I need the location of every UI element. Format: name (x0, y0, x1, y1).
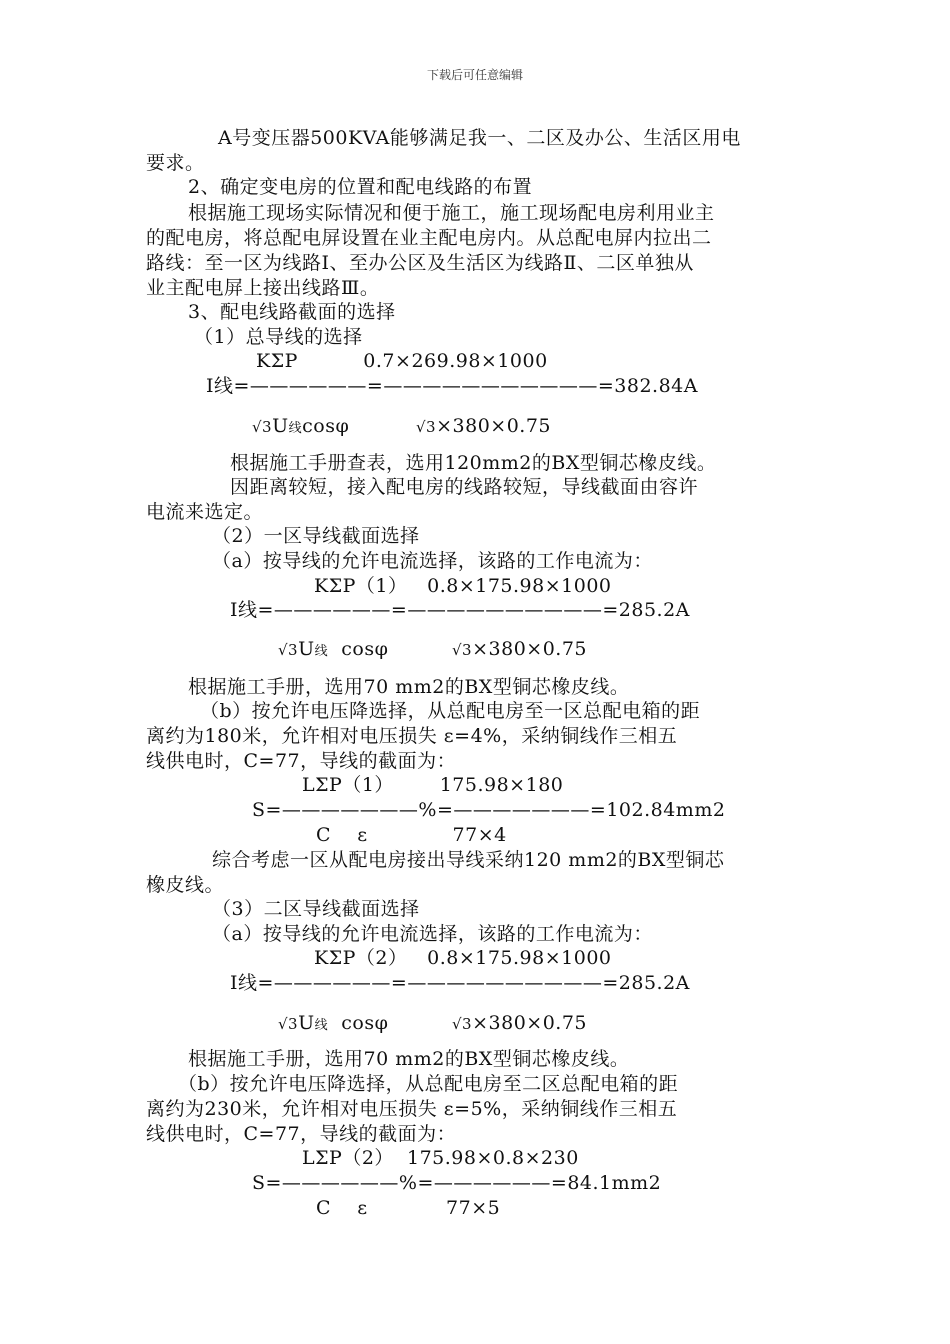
text-line: 根据施工手册，选用70 mm2的BX型铜芯橡皮线。 (188, 676, 630, 698)
formula-denominator: √3×380×0.75 (416, 415, 552, 437)
text-line: 根据施工手册查表，选用120mm2的BX型铜芯橡皮线。 (230, 452, 717, 474)
text-line: A号变压器500KVA能够满足我一、二区及办公、生活区用电 (218, 127, 741, 149)
subsection-heading: （2）一区导线截面选择 (212, 525, 420, 547)
text-line: 离约为180米，允许相对电压损失 ε=4%，采纳铜线作三相五 (146, 725, 678, 747)
text-line: 要求。 (146, 152, 205, 174)
section-heading: 2、确定变电房的位置和配电线路的布置 (188, 176, 533, 198)
text-line: （a）按导线的允许电流选择，该路的工作电流为： (212, 923, 653, 945)
text-line: 业主配电屏上接出线路Ⅲ。 (146, 277, 380, 299)
formula-numerator: KΣP（1） 0.8×175.98×1000 (314, 575, 612, 597)
text-line: （a）按导线的允许电流选择，该路的工作电流为： (212, 550, 653, 572)
text-line: 综合考虑一区从配电房接出导线采纳120 mm2的BX型铜芯 (212, 849, 725, 871)
sqrt-symbol: √3 (416, 418, 437, 436)
formula-numerator: KΣP 0.7×269.98×1000 (256, 350, 548, 372)
subsection-heading: （1）总导线的选择 (194, 326, 363, 348)
text-line: 根据施工手册，选用70 mm2的BX型铜芯橡皮线。 (188, 1048, 630, 1070)
text-line: （b）按允许电压降选择，从总配电房至二区总配电箱的距 (178, 1073, 679, 1095)
sqrt-symbol: √3 (278, 641, 299, 659)
text-line: 电流来选定。 (146, 501, 264, 523)
formula-denominator: √3×380×0.75 (452, 1012, 588, 1034)
formula-line: S=———————%=———————=102.84mm2 (252, 799, 726, 821)
sqrt-symbol: √3 (452, 641, 473, 659)
text-line: 线供电时，C=77，导线的截面为： (146, 750, 457, 772)
formula-numerator: LΣP（2） 175.98×0.8×230 (302, 1147, 579, 1169)
sqrt-symbol: √3 (252, 418, 273, 436)
text-line: （b）按允许电压降选择，从总配电房至一区总配电箱的距 (200, 700, 701, 722)
sqrt-symbol: √3 (278, 1015, 299, 1033)
formula-line: S=——————%=——————=84.1mm2 (252, 1172, 662, 1194)
sqrt-symbol: √3 (452, 1015, 473, 1033)
page-header: 下载后可任意编辑 (426, 68, 523, 82)
formula-denominator: √3U线 cosφ (278, 638, 389, 660)
text-line: 的配电房，将总配电屏设置在业主配电房内。从总配电屏内拉出二 (146, 227, 712, 249)
formula-denominator: √3×380×0.75 (452, 638, 588, 660)
text-line: 线供电时，C=77，导线的截面为： (146, 1123, 457, 1145)
formula-line: Ⅰ线=——————=——————————=285.2A (230, 972, 690, 994)
formula-line: Ⅰ线=——————=——————————=285.2A (230, 599, 690, 621)
text-line: 路线：至一区为线路Ⅰ、至办公区及生活区为线路Ⅱ、二区单独从 (146, 252, 694, 274)
formula-denominator: C ε 77×5 (316, 1197, 501, 1219)
formula-denominator: √3U线cosφ (252, 415, 350, 437)
section-heading: 3、配电线路截面的选择 (188, 301, 396, 323)
formula-denominator: √3U线 cosφ (278, 1012, 389, 1034)
formula-numerator: LΣP（1） 175.98×180 (302, 774, 564, 796)
formula-line: Ⅰ线=——————=———————————=382.84A (206, 375, 698, 397)
text-line: 橡皮线。 (146, 874, 225, 896)
text-line: 离约为230米，允许相对电压损失 ε=5%，采纳铜线作三相五 (146, 1098, 678, 1120)
formula-denominator: C ε 77×4 (316, 824, 507, 846)
formula-numerator: KΣP（2） 0.8×175.98×1000 (314, 947, 612, 969)
subsection-heading: （3）二区导线截面选择 (212, 898, 420, 920)
text-line: 根据施工现场实际情况和便于施工，施工现场配电房利用业主 (188, 202, 715, 224)
text-line: 因距离较短，接入配电房的线路较短，导线截面由容许 (230, 476, 699, 498)
